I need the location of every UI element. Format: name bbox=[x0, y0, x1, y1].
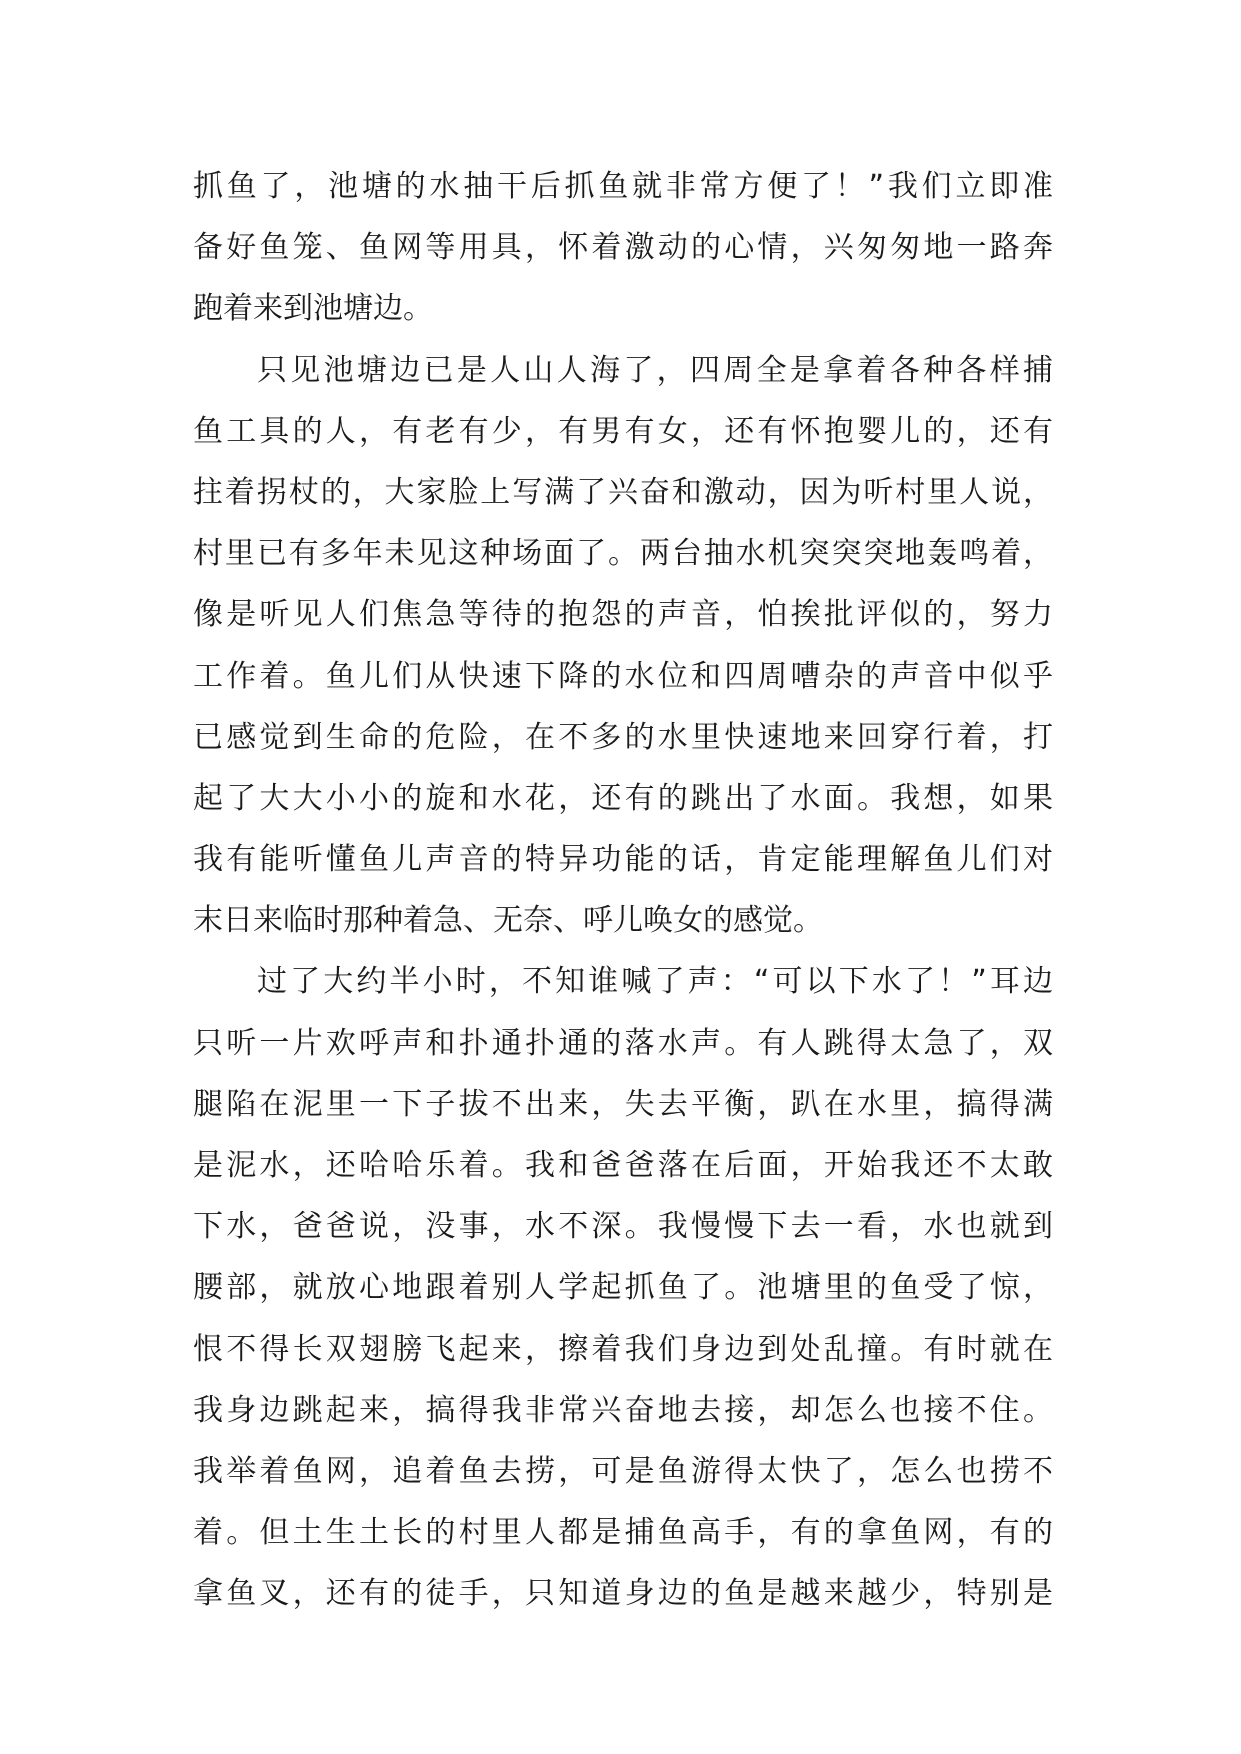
text-line: 已感觉到生命的危险，在不多的水里快速地来回穿行着，打 bbox=[193, 719, 1053, 755]
text-line: 腰部，就放心地跟着别人学起抓鱼了。池塘里的鱼受了惊， bbox=[193, 1270, 1053, 1306]
text-line: 拿鱼叉，还有的徒手，只知道身边的鱼是越来越少，特别是 bbox=[193, 1576, 1053, 1612]
text-line: 备好鱼笼、鱼网等用具，怀着激动的心情，兴匆匆地一路奔 bbox=[193, 230, 1053, 266]
text-line: 末日来临时那种着急、无奈、呼儿唤女的感觉。 bbox=[193, 903, 823, 939]
text-line: 起了大大小小的旋和水花，还有的跳出了水面。我想，如果 bbox=[193, 780, 1053, 816]
text-line: 跑着来到池塘边。 bbox=[193, 291, 433, 327]
text-line: 恨不得长双翅膀飞起来，擦着我们身边到处乱撞。有时就在 bbox=[193, 1331, 1053, 1367]
text-line: 我有能听懂鱼儿声音的特异功能的话，肯定能理解鱼儿们对 bbox=[193, 842, 1053, 878]
paragraph-first-line: 只见池塘边已是人山人海了，四周全是拿着各种各样捕 bbox=[257, 352, 1053, 388]
text-line: 像是听见人们焦急等待的抱怨的声音，怕挨批评似的，努力 bbox=[193, 597, 1053, 633]
text-line: 抓鱼了，池塘的水抽干后抓鱼就非常方便了！”我们立即准 bbox=[193, 169, 1053, 204]
text-line: 着。但土生土长的村里人都是捕鱼高手，有的拿鱼网，有的 bbox=[193, 1515, 1053, 1551]
text-line: 村里已有多年未见这种场面了。两台抽水机突突突地轰鸣着， bbox=[193, 536, 1053, 572]
text-line: 下水，爸爸说，没事，水不深。我慢慢下去一看，水也就到 bbox=[193, 1209, 1053, 1245]
text-line: 工作着。鱼儿们从快速下降的水位和四周嘈杂的声音中似乎 bbox=[193, 658, 1053, 694]
text-line: 我身边跳起来，搞得我非常兴奋地去接，却怎么也接不住。 bbox=[193, 1392, 1053, 1428]
text-line: 只听一片欢呼声和扑通扑通的落水声。有人跳得太急了，双 bbox=[193, 1025, 1053, 1061]
text-line: 是泥水，还哈哈乐着。我和爸爸落在后面，开始我还不太敢 bbox=[193, 1148, 1053, 1183]
text-line: 鱼工具的人，有老有少，有男有女，还有怀抱婴儿的，还有 bbox=[193, 413, 1053, 449]
text-line: 拄着拐杖的，大家脸上写满了兴奋和激动，因为听村里人说， bbox=[193, 474, 1053, 510]
text-line: 我举着鱼网，追着鱼去捞，可是鱼游得太快了，怎么也捞不 bbox=[193, 1453, 1053, 1489]
paragraph-first-line: 过了大约半小时，不知谁喊了声：“可以下水了！”耳边 bbox=[257, 964, 1053, 1000]
body-text bbox=[193, 156, 1053, 1625]
text-line: 腿陷在泥里一下子拔不出来，失去平衡，趴在水里，搞得满 bbox=[193, 1086, 1053, 1122]
